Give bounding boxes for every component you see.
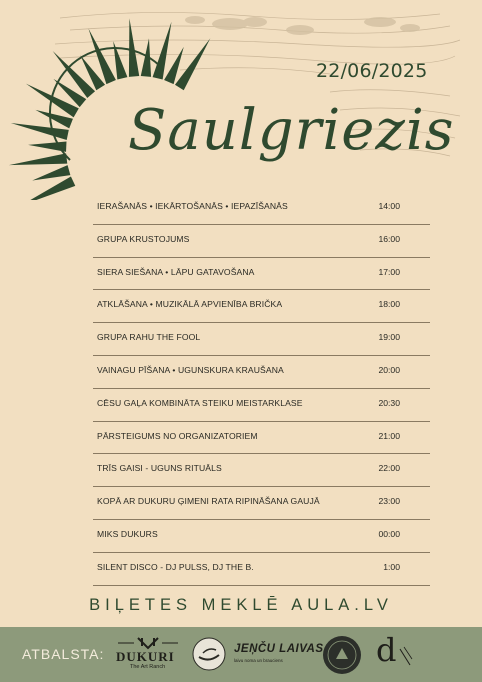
schedule-row bbox=[93, 356, 430, 389]
schedule-time: 22:00 bbox=[378, 463, 400, 474]
d-logo-mark-icon bbox=[398, 645, 414, 669]
round-badge-logo-icon bbox=[322, 635, 362, 675]
dukuri-name: DUKURI bbox=[116, 649, 175, 664]
schedule-activity: GRUPA RAHU THE FOOL bbox=[97, 332, 201, 343]
dukuri-logo bbox=[112, 636, 184, 674]
schedule-row bbox=[93, 454, 430, 487]
schedule-row bbox=[93, 192, 430, 225]
schedule-time: 19:00 bbox=[378, 332, 400, 343]
schedule-list bbox=[93, 192, 430, 586]
schedule-time: 18:00 bbox=[378, 299, 400, 310]
schedule-activity: CĒSU GAĻA KOMBINĀTA STEIKU MEISTARKLASE bbox=[97, 397, 303, 408]
schedule-row bbox=[93, 323, 430, 356]
event-date: 22/06/2025 bbox=[316, 60, 428, 82]
sun-ray bbox=[175, 38, 210, 90]
schedule-row bbox=[93, 520, 430, 553]
schedule-activity: MIKS DUKURS bbox=[97, 528, 158, 539]
schedule-time: 1:00 bbox=[383, 561, 400, 572]
sun-ray bbox=[9, 153, 67, 165]
jencu-laivas-logo bbox=[192, 637, 324, 673]
schedule-time: 21:00 bbox=[378, 430, 400, 441]
sun-ray bbox=[129, 18, 139, 76]
schedule-row bbox=[93, 290, 430, 323]
schedule-row bbox=[93, 225, 430, 258]
schedule-activity: IERAŠANĀS • IEKĀRTOŠANĀS • IEPAZĪŠANĀS bbox=[97, 201, 288, 211]
schedule-activity: GRUPA KRUSTOJUMS bbox=[97, 233, 190, 244]
schedule-activity: ATKLĀŠANA • MUZIKĀLĀ APVIENĪBA BRIČKA bbox=[97, 299, 283, 310]
sun-ray bbox=[20, 177, 75, 200]
sun-ray bbox=[32, 165, 70, 180]
schedule-time: 20:00 bbox=[378, 364, 400, 375]
jencu-name: JEŅČU LAIVAS bbox=[234, 643, 324, 655]
schedule-time: 16:00 bbox=[378, 233, 400, 244]
schedule-activity: PĀRSTEIGUMS NO ORGANIZATORIEM bbox=[97, 430, 258, 441]
schedule-row bbox=[93, 487, 430, 520]
sun-ray bbox=[153, 22, 172, 80]
schedule-activity: KOPĀ AR DUKURU ĢIMENI RATA RIPINĀŠANA GAUJĀ bbox=[97, 496, 320, 507]
dukuri-tagline: The Art Ranch bbox=[130, 664, 166, 670]
sun-ray bbox=[53, 51, 95, 98]
schedule-time: 23:00 bbox=[378, 496, 400, 507]
schedule-row bbox=[93, 389, 430, 422]
boat-icon bbox=[192, 637, 226, 671]
schedule-time: 00:00 bbox=[378, 528, 400, 539]
support-label: ATBALSTA: bbox=[22, 646, 105, 662]
dukuri-emblem-icon bbox=[112, 636, 184, 650]
schedule-time: 20:30 bbox=[378, 397, 400, 408]
d-logo-letter: d bbox=[376, 631, 397, 669]
d-logo bbox=[376, 631, 416, 675]
schedule-time: 14:00 bbox=[378, 201, 400, 211]
event-title: Saulgriezis bbox=[128, 98, 455, 163]
jencu-tagline: laivu noma un brauciens bbox=[234, 658, 283, 663]
schedule-activity: SILENT DISCO - DJ PULSS, DJ THE B. bbox=[97, 561, 254, 572]
sun-ray bbox=[26, 84, 79, 118]
schedule-activity: TRĪS GAISI - UGUNS RITUĀLS bbox=[97, 463, 222, 474]
schedule-row bbox=[93, 258, 430, 291]
sun-ray bbox=[11, 123, 69, 140]
schedule-activity: VAINAGU PĪŠANA • UGUNSKURA KRAUŠANA bbox=[97, 364, 284, 375]
schedule-row bbox=[93, 553, 430, 586]
schedule-time: 17:00 bbox=[378, 266, 400, 277]
schedule-row bbox=[93, 422, 430, 455]
tickets-info: BIĻETES MEKLĒ AULA.LV bbox=[89, 596, 393, 614]
sponsors-footer bbox=[0, 627, 482, 682]
schedule-activity: SIERA SIEŠANA • LĀPU GATAVOŠANA bbox=[97, 266, 255, 277]
